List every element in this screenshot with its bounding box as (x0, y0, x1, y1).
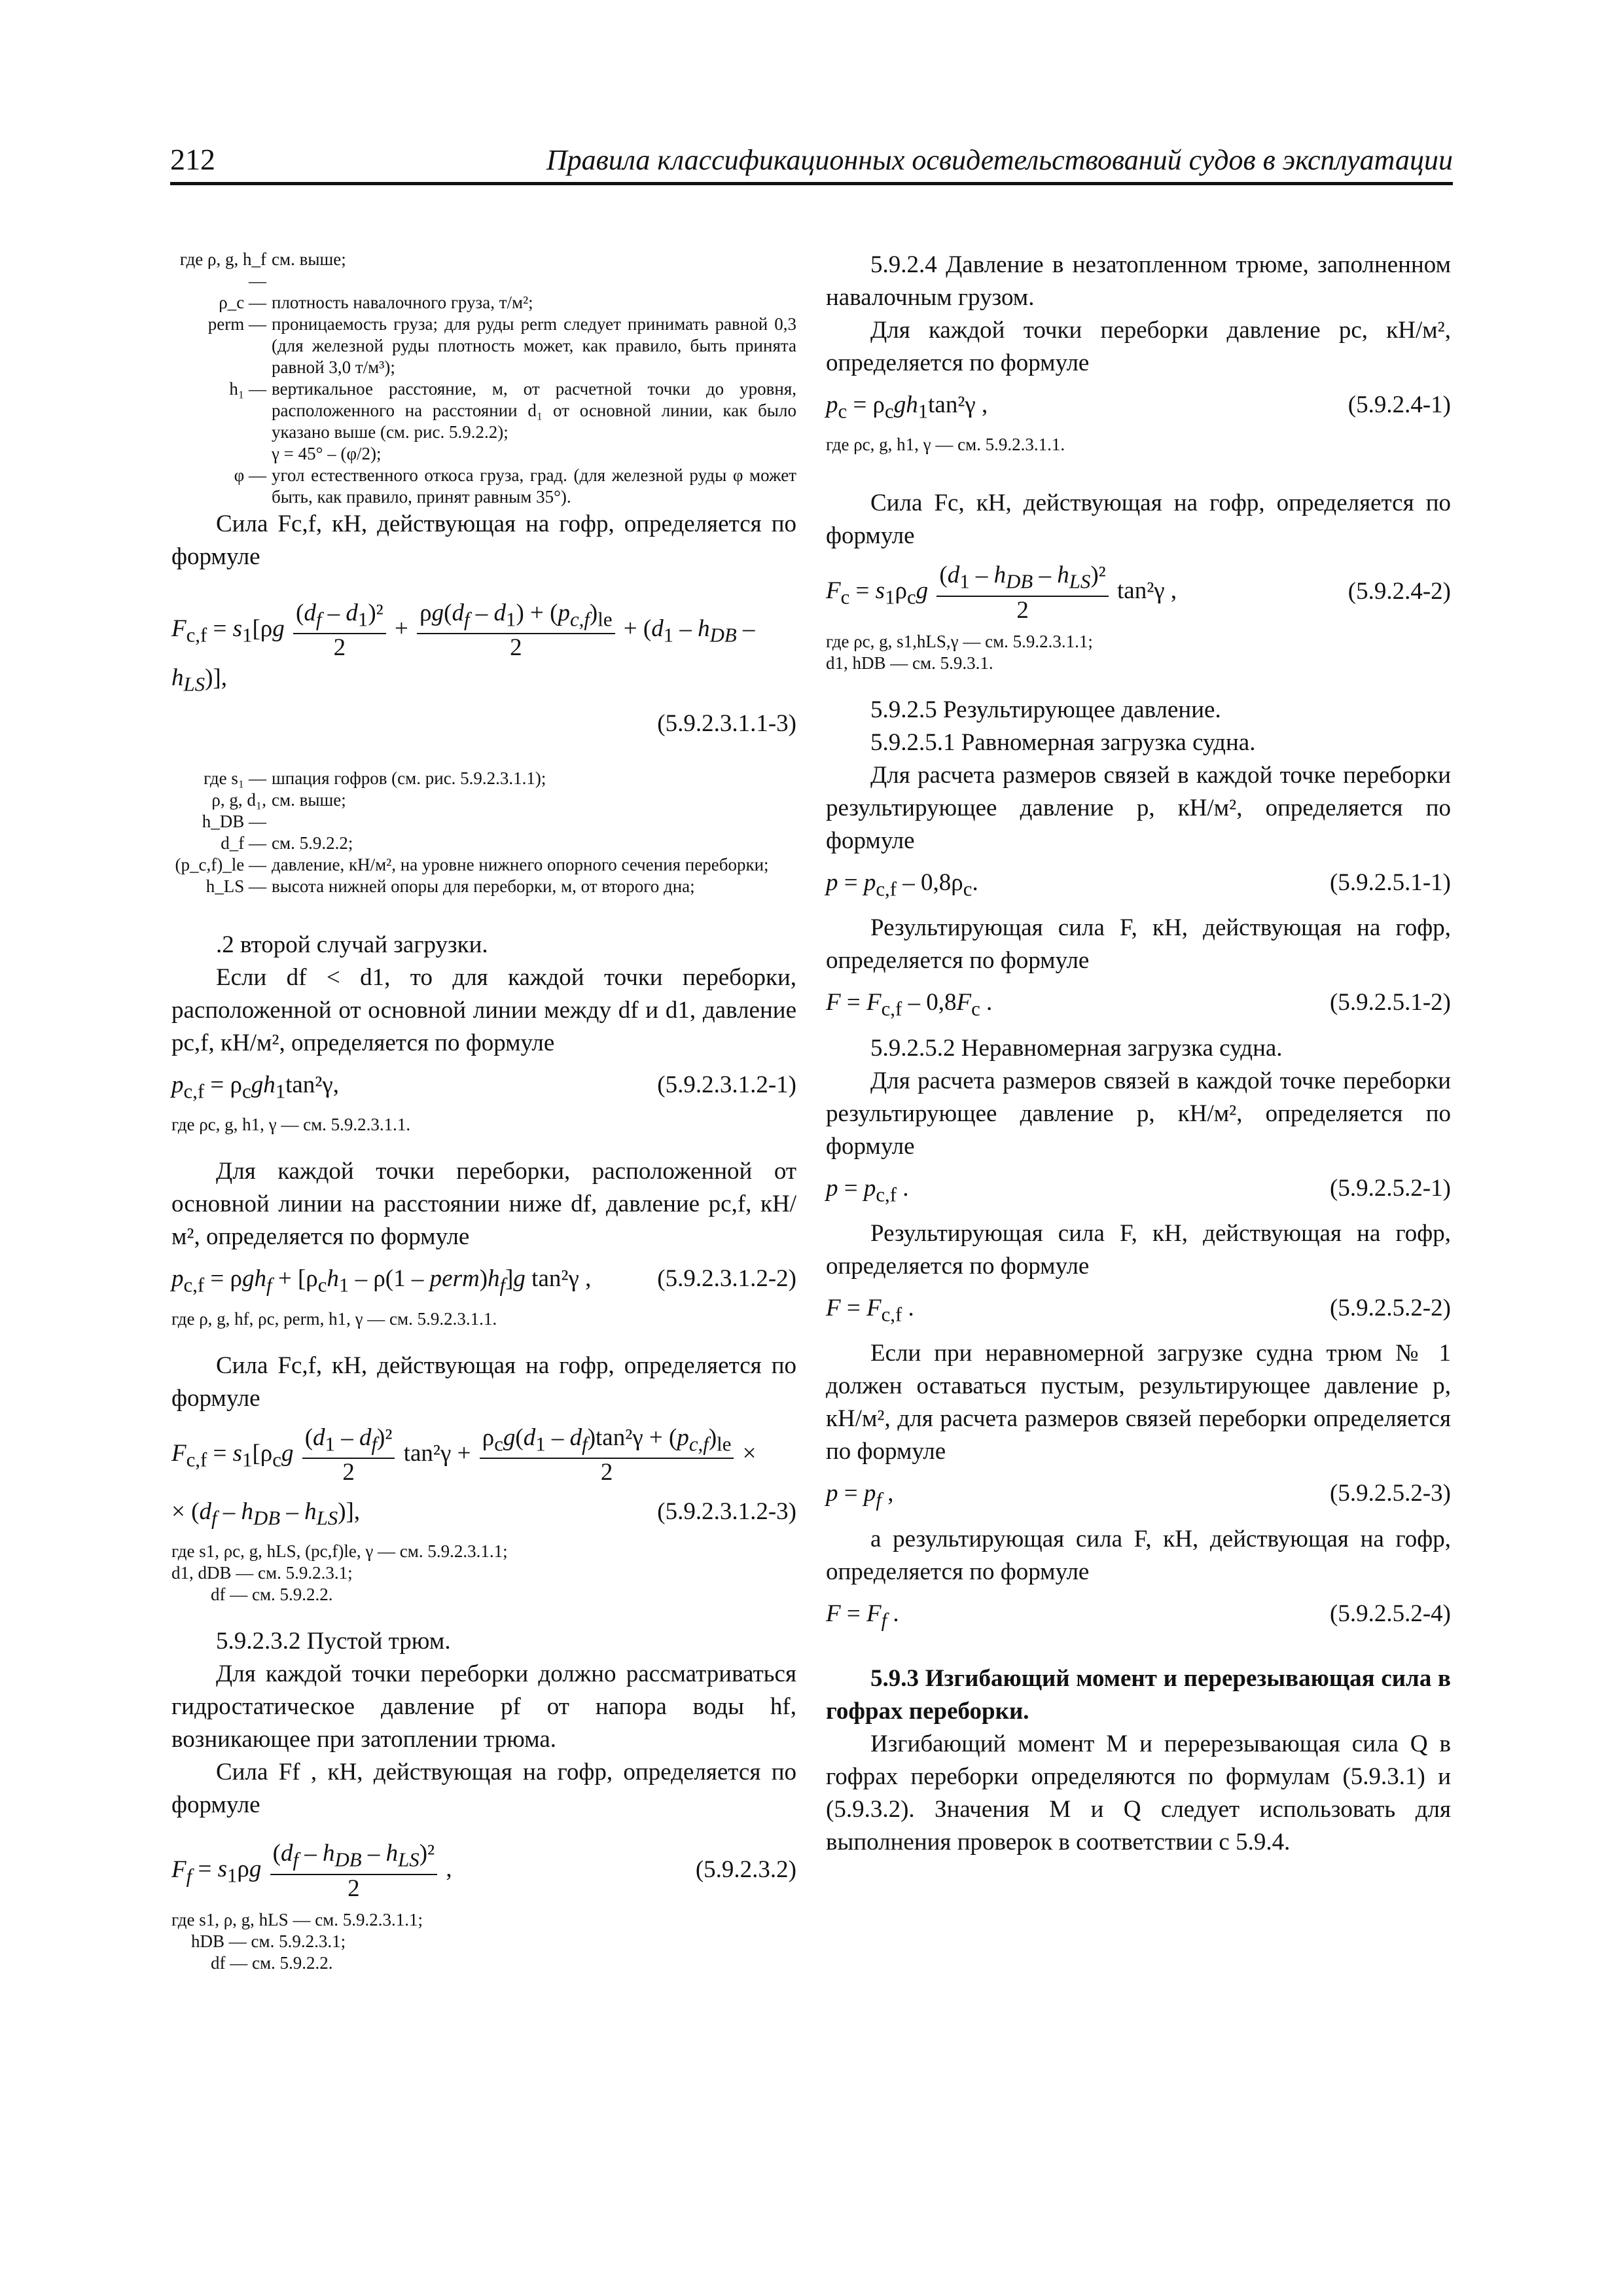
where-1-term: где ρ, g, h_f — (179, 249, 266, 291)
where-2-definition: давление, кН/м², на уровне нижнего опорного сечения переборки; (272, 854, 769, 874)
formula-number: (5.9.2.4-2) (1347, 577, 1451, 605)
running-title: Правила классификационных освидетельствований судов в эксплуатации (546, 144, 1453, 176)
paragraph-case-2: Если df < d1, то для каждой точки переборки, расположенной от основной линии между df и d1, давление pc,f, кН/м², определяется по формуле (171, 963, 796, 1056)
formula-pcf-1: $p_{c,f} = \rho_cgh_1\tan^2\gamma$, (5.9.2.3.1.2-1) (171, 1069, 796, 1107)
paragraph-force-3: Сила Ff , кН, действующая на гофр, определяется по формуле (171, 1759, 796, 1819)
where-1-definition: плотность навалочного груза, т/м²; (272, 293, 533, 312)
section-5-9-2-5: 5.9.2.5 Результирующее давление. (870, 696, 1221, 723)
formula-number: (5.9.2.3.2) (695, 1856, 796, 1883)
where-1-item (171, 314, 796, 378)
where-list-1 (171, 249, 796, 508)
formula-number: (5.9.2.5.1-1) (1330, 869, 1451, 896)
where-1-term: φ — (234, 465, 266, 485)
where-5-9-2-4-1: где ρc, g, h1, γ — см. 5.9.2.3.1.1. (826, 435, 1065, 455)
where-eq3: где ρ, g, hf, ρc, perm, h1, γ — см. 5.9.2.3.1.1. (171, 1308, 497, 1329)
where-eq4-line-3: df — см. 5.9.2.2. (211, 1585, 333, 1605)
where-2-item (171, 768, 796, 789)
where-list-2 (171, 768, 796, 897)
where-1-item (171, 465, 796, 508)
formula-number: (5.9.2.3.1.2-1) (657, 1071, 796, 1098)
where-5-9-2-4-2-line-1: где ρc, g, s1,hLS,γ — см. 5.9.2.3.1.1; (826, 631, 1093, 651)
formula-fcf-2: $F_{c,f} = s_1[\rho_cg$ $\frac{(d_1 - d_f)^2}{2}$ tan²γ + $\rho_cg(d_1 - d_f)\tan^2\gamma + (p_{c,f})_{le}$ 2 × (171, 1424, 757, 1486)
where-1-item (171, 249, 796, 292)
section-empty-hold: 5.9.2.3.2 Пустой трюм. (216, 1628, 451, 1655)
where-1-term: h₁ — (229, 379, 266, 399)
left-column (171, 249, 796, 1974)
section-5-9-2-5-1: 5.9.2.5.1 Равномерная загрузка судна. (870, 728, 1256, 756)
where-2-term: где s₁ — (204, 768, 266, 788)
where-2-definition: см. выше; (272, 789, 346, 810)
formula-f-nonuniform: $F = F_{c,f}$ . (5.9.2.5.2-2) (826, 1292, 1451, 1331)
where-2-item (171, 876, 796, 897)
paragraph-force-empty: а результирующая сила F, кН, действующая на гофр, определяется по формуле (826, 1525, 1451, 1585)
where-1-definition: см. выше; (272, 249, 346, 269)
paragraph-force-uniform: Результирующая сила F, кН, действующая на гофр, определяется по формуле (826, 914, 1451, 975)
where-1-term: perm — (207, 314, 266, 334)
formula-number: (5.9.2.5.2-3) (1330, 1480, 1451, 1507)
where-1-term (171, 443, 272, 465)
where-2-term: d_f — (221, 833, 266, 853)
where-eq2: где ρc, g, h1, γ — см. 5.9.2.3.1.1. (171, 1115, 411, 1135)
paragraph-5-9-3: Изгибающий момент M и перерезывающая сила Q в гофрах переборки определяются по формулам (5.9.3.1) и (5.9.3.2). Значения M и Q следует использовать для выполнения проверок в соответствии с 5.9.4. (826, 1731, 1451, 1856)
paragraph-force-fc: Сила Fc, кН, действующая на гофр, определяется по формуле (826, 490, 1451, 550)
right-column (826, 249, 1451, 1859)
where-eq5-line-1: где s1, ρ, g, hLS — см. 5.9.2.3.1.1; (171, 1909, 423, 1929)
where-2-term: ρ, g, d₁, h_DB — (202, 789, 266, 831)
formula-p-uniform: $p = p_{c,f} - 0,8\rho_c$. (5.9.2.5.1-1) (826, 867, 1451, 905)
formula-number: (5.9.2.3.1.2-2) (657, 1265, 796, 1293)
where-1-item (171, 443, 796, 465)
where-1-term: ρ_c — (219, 293, 266, 312)
case-2-heading: .2 второй случай загрузки. (216, 931, 488, 958)
formula-pcf-2: $p_{c,f} = \rho gh_f + [\rho_ch_1 - \rho(1$ – $perm)h_f]g$ tan²γ , (5.9.2.3.1.2-2) (171, 1263, 796, 1301)
where-1-item (171, 292, 796, 314)
formula-number: (5.9.2.5.2-1) (1330, 1174, 1451, 1202)
where-2-item (171, 789, 796, 833)
paragraph-hold-1-empty: Если при неравномерной загрузке судна трюм № 1 должен оставаться пустым, результирующее давление p, кН/м², для расчета размеров связей переборки определяется по формуле (826, 1340, 1451, 1465)
where-1-definition: проницаемость груза; для руды perm следует принимать равной 0,3 (для железной руды плотность может, как правило, быть принята равной 3,0 т/м³); (272, 314, 796, 377)
section-5-9-3: 5.9.3 Изгибающий момент и перерезывающая сила в гофрах переборки. (826, 1665, 1451, 1725)
formula-number: (5.9.2.5.2-4) (1330, 1600, 1451, 1627)
where-2-term: h_LS — (205, 876, 266, 896)
paragraph-force-2: Сила Fc,f, кН, действующая на гофр, определяется по формуле (171, 1352, 796, 1412)
formula-number: (5.9.2.5.1-2) (1330, 989, 1451, 1016)
where-2-definition: высота нижней опоры для переборки, м, от второго дна; (272, 876, 695, 896)
where-2-definition: шпация гофров (см. рис. 5.9.2.3.1.1); (272, 768, 546, 788)
where-eq5-line-3: df — см. 5.9.2.2. (211, 1952, 333, 1973)
where-1-definition: угол естественного откоса груза, град. (для железной руды φ может быть, как правило, принят равным 35°). (272, 465, 796, 507)
where-1-item (171, 378, 796, 443)
paragraph-5-9-2-5-1: Для расчета размеров связей в каждой точке переборки результирующее давление p, кН/м², определяется по формуле (826, 761, 1451, 854)
page-number: 212 (170, 143, 215, 176)
section-5-9-2-4: 5.9.2.4 Давление в незатопленном трюме, заполненном навалочным грузом. (826, 251, 1451, 311)
formula-f-uniform: $F = F_{c,f} - 0,8F_c$ . (5.9.2.5.1-2) (826, 986, 1451, 1025)
paragraph-force-nonuniform: Результирующая сила F, кН, действующая на гофр, определяется по формуле (826, 1219, 1451, 1280)
paragraph-force-1: Сила Fc,f, кН, действующая на гофр, определяется по формуле (171, 511, 796, 570)
formula-number: (5.9.2.3.1.2-3) (657, 1498, 796, 1525)
formula-p-nonuniform: $p = p_{c,f}$ . (5.9.2.5.2-1) (826, 1172, 1451, 1211)
where-2-term: (p_c,f)_le — (175, 854, 266, 874)
paragraph-5-9-2-4: Для каждой точки переборки давление pc, кН/м², определяется по формуле (826, 317, 1451, 376)
where-1-definition: γ = 45° – (φ/2); (272, 444, 382, 463)
formula-fcf-1: $F_{c,f} = s_1[\rho g$ $\frac{(d_f - d_1)^2}{2}$ + $\frac{\rho g(d_f - d_1) + (p_{c,f})_{le}}{2}$ + $(d_1 - h_{DB} - h_{LS})$], (171, 600, 755, 696)
paragraph-below-df: Для каждой точки переборки, расположенной от основной линии на расстоянии ниже df, давление pc,f, кН/м², определяется по формуле (171, 1158, 796, 1251)
where-eq4-line-1: где s1, ρc, g, hLS, (pc,f)le, γ — см. 5.9.2.3.1.1; (171, 1541, 508, 1562)
formula-f-empty: $F = F_f$ . (5.9.2.5.2-4) (826, 1598, 1451, 1636)
where-2-definition: см. 5.9.2.2; (272, 833, 353, 853)
where-2-item (171, 854, 796, 876)
paragraph-5-9-2-5-2: Для расчета размеров связей в каждой точке переборки результирующее давление p, кН/м², определяется по формуле (826, 1067, 1451, 1160)
formula-fcf-2-cont: × $(d_f - h_{DB} - h_{LS})$], (5.9.2.3.1.2-3) (171, 1496, 796, 1534)
formula-fc: $F_c = s_1\rho_cg$ $(d_1 - h_{DB} - h_{LS})^2$ 2 tan²γ , (5.9.2.4-2) (826, 562, 1451, 624)
where-eq5-line-2: hDB — см. 5.9.2.3.1; (191, 1931, 346, 1951)
where-5-9-2-4-2-line-2: d1, hDB — см. 5.9.3.1. (826, 653, 993, 673)
paragraph-empty-hold: Для каждой точки переборки должно рассматриваться гидростатическое давление pf от напора воды hf, возникающее при затоплении трюма. (171, 1660, 796, 1753)
formula-number: (5.9.2.5.2-2) (1330, 1294, 1451, 1321)
section-5-9-2-5-2: 5.9.2.5.2 Неравномерная загрузка судна. (870, 1034, 1283, 1062)
page-header (170, 143, 1453, 185)
formula-p-empty: $p = p_f$ , (5.9.2.5.2-3) (826, 1477, 1451, 1516)
formula-pc: $p_c = \rho_cgh_1\tan^2\gamma$ , (5.9.2.4-1) (826, 389, 1451, 427)
where-1-definition: вертикальное расстояние, м, от расчетной точки до уровня, расположенного на расстоянии d₁ от основной линии, как было указано выше (см. рис. 5.9.2.2); (272, 379, 796, 442)
formula-number: (5.9.2.4-1) (1347, 391, 1451, 418)
formula-number: (5.9.2.3.1.1-3) (657, 709, 796, 737)
where-2-item (171, 833, 796, 854)
formula-ff: $F_f = s_1\rho g$ $(d_f - h_{DB} - h_{LS})^2$ 2 , (5.9.2.3.2) (171, 1840, 796, 1902)
where-eq4-line-2: d1, dDB — см. 5.9.2.3.1; (171, 1563, 353, 1583)
